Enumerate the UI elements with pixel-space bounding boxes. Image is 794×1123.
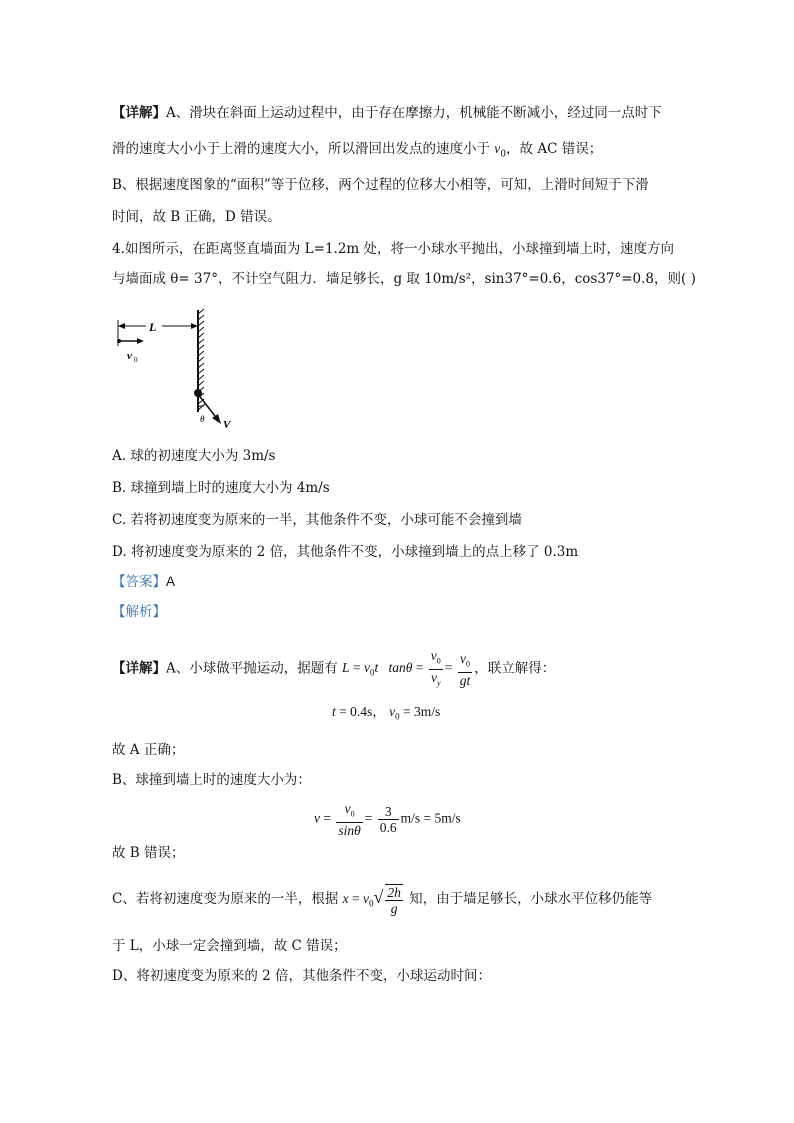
solution-text-a2: ，联立解得： — [474, 660, 556, 677]
detail-paragraph-line-4: 时间，故 B 正确，D 错误。 — [112, 209, 281, 225]
solution-line-d: D、将初速度变为原来的 2 倍，其他条件不变，小球运动时间： — [112, 968, 491, 984]
detail-paragraph-line-2 — [112, 139, 602, 165]
analysis-label: 【解析】 — [112, 604, 166, 619]
option-a: A. 球的初速度大小为 3m/s — [112, 448, 276, 464]
figure-label-v0: v — [127, 350, 132, 362]
detail-text-1: A、滑块在斜面上运动过程中，由于存在摩擦力，机械能不断减小，经过同一点时下 — [166, 105, 662, 121]
option-c: C. 若将初速度变为原来的一半，其他条件不变，小球可能不会撞到墙 — [112, 512, 522, 528]
solution-tag: 【详解】 — [112, 660, 166, 677]
detail-tag: 【详解】 — [112, 105, 166, 121]
figure-label-v0-sub: 0 — [134, 356, 138, 364]
projectile-wall-figure — [112, 308, 242, 433]
answer-label: 【答案】 — [112, 574, 166, 589]
v0-subscript: 0 — [500, 149, 507, 160]
solution-line-c — [112, 884, 652, 916]
formula-x: $x = v_0√$ $\frac{2h}{g}$ — [342, 885, 401, 916]
v0-symbol: v — [494, 141, 501, 156]
solution-text-c2: 知，由于墙足够长，小球水平位移仍能等 — [404, 891, 653, 908]
equation-result-1: t = 0.4s， $v_0 = 3m/s$ — [332, 704, 441, 722]
detail-text-2b: ，故 AC 错误； — [506, 141, 603, 157]
solution-line-b-conclusion: 故 B 错误； — [112, 845, 185, 861]
solution-text-c1: C、若将初速度变为原来的一半，根据 — [112, 891, 343, 908]
solution-line-b: B、球撞到墙上时的速度大小为： — [112, 772, 311, 788]
option-d: D. 将初速度变为原来的 2 倍，其他条件不变，小球撞到墙上的点上移了 0.3m — [112, 544, 579, 560]
solution-line-a — [112, 648, 555, 690]
figure-label-theta: θ — [200, 414, 205, 424]
detail-text-2a: 滑的速度大小小于上滑的速度大小，所以滑回出发点的速度小于 — [112, 141, 495, 157]
formula-tan-theta: tanθ = $\frac{v_0}{v_y}$ = $\frac{v_0}{gt}$ — [388, 648, 471, 688]
equation-velocity: v = $\frac{v_0}{\sin\theta}$ = $\frac{3}{0.6}$ m/s = 5m/s — [314, 801, 461, 838]
option-b: B. 球撞到墙上时的速度大小为 4m/s — [112, 480, 330, 496]
answer-value: A — [166, 574, 176, 589]
solution-line-a-conclusion: 故 A 正确； — [112, 742, 185, 758]
solution-line-c2: 于 L，小球一定会撞到墙，故 C 错误； — [112, 938, 347, 954]
detail-paragraph-line-3: B、根据速度图象的“面积”等于位移，两个过程的位移大小相等，可知，上滑时间短于下滑 — [112, 177, 649, 193]
formula-L-v0t: $L = v_0t$ — [342, 660, 379, 678]
figure-label-L: L — [149, 320, 157, 334]
solution-text-a1: A、小球做平抛运动，据题有 — [166, 660, 343, 677]
figure-label-V: V — [223, 419, 231, 431]
question-4-line-2: 与墙面成 θ= 37°，不计空气阻力．墙足够长，g 取 10m/s²，sin37°=0.6，cos37°=0.8，则( ) — [112, 271, 696, 287]
detail-paragraph-line-1 — [112, 103, 662, 123]
question-4-line-1: 4.如图所示，在距离竖直墙面为 L=1.2m 处，将一小球水平抛出，小球撞到墙上时，速度方向 — [112, 241, 675, 257]
answer-row — [112, 572, 175, 592]
